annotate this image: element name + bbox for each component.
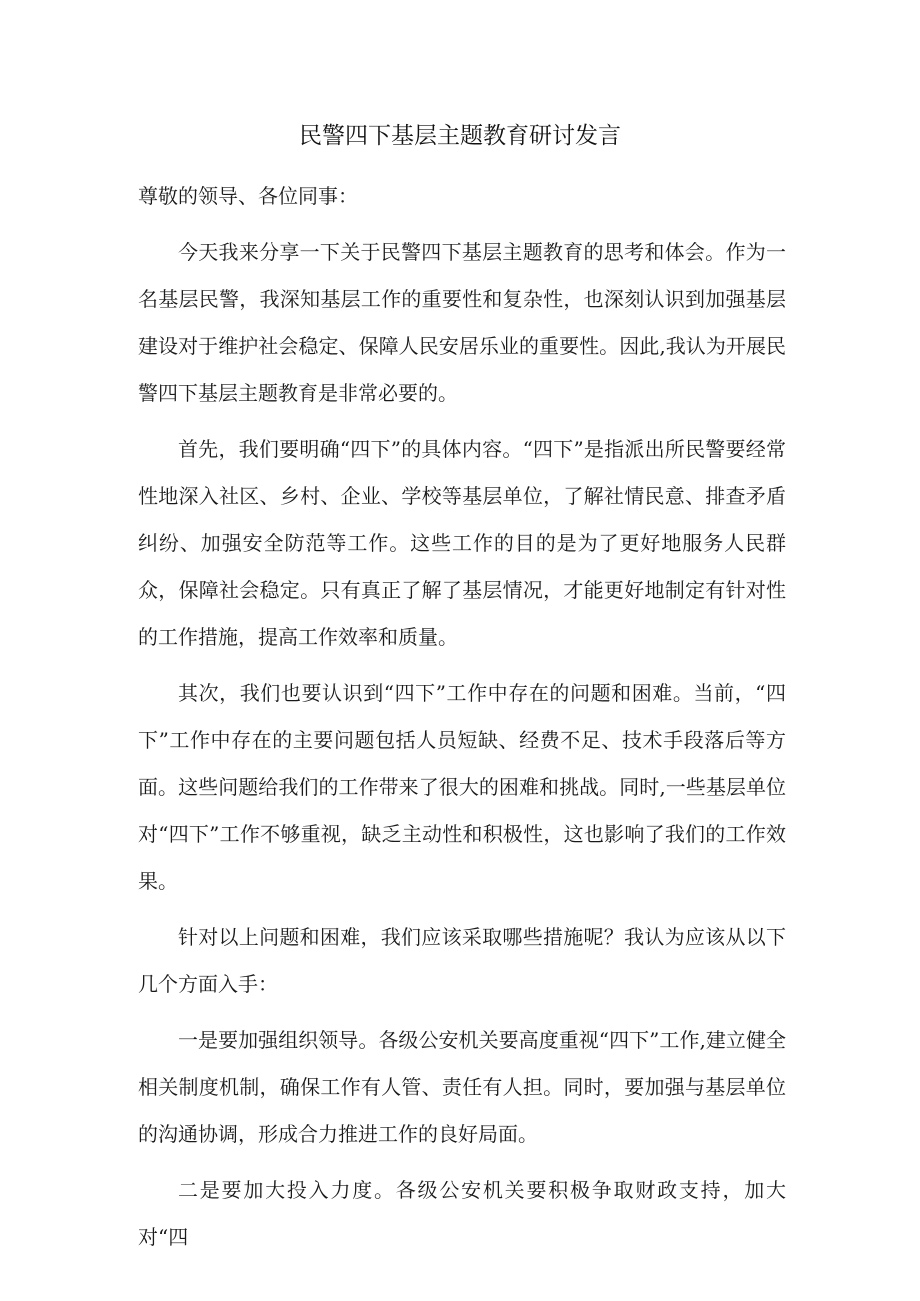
paragraph-measure-one: 一是要加强组织领导。各级公安机关要高度重视“四下”工作,建立健全相关制度机制，确保工作有人管、责任有人担。同时，要加强与基层单位的沟通协调，形成合力推进工作的良好局面。 — [138, 1028, 786, 1146]
paragraph-intro: 今天我来分享一下关于民警四下基层主题教育的思考和体会。作为一名基层民警，我深知基层工作的重要性和复杂性，也深刻认识到加强基层建设对于维护社会稳定、保障人民安居乐业的重要性。因此,我认为开展民警四下基层主题教育是非常必要的。 — [138, 240, 786, 405]
paragraph-measures-question: 针对以上问题和困难，我们应该采取哪些措施呢？我认为应该从以下几个方面入手： — [138, 925, 786, 996]
document-title: 民警四下基层主题教育研讨发言 — [299, 123, 621, 149]
paragraph-first: 首先，我们要明确“四下”的具体内容。“四下”是指派出所民警要经常性地深入社区、乡村、企业、学校等基层单位，了解社情民意、排查矛盾纠纷、加强安全防范等工作。这些工作的目的是为了更好地服务人民群众，保障社会稳定。只有真正了解了基层情况，才能更好地制定有针对性的工作措施，提高工作效率和质量。 — [138, 437, 786, 649]
paragraph-measure-two: 二是要加大投入力度。各级公安机关要积极争取财政支持，加大对“四 — [138, 1178, 786, 1249]
salutation: 尊敬的领导、各位同事： — [138, 184, 358, 208]
paragraph-second: 其次，我们也要认识到“四下”工作中存在的问题和困难。当前，“四下”工作中存在的主要问题包括人员短缺、经费不足、技术手段落后等方面。这些问题给我们的工作带来了很大的困难和挑战。同时,一些基层单位对“四下”工作不够重视，缺乏主动性和积极性，这也影响了我们的工作效果。 — [138, 681, 786, 893]
document-body — [138, 173, 786, 1270]
